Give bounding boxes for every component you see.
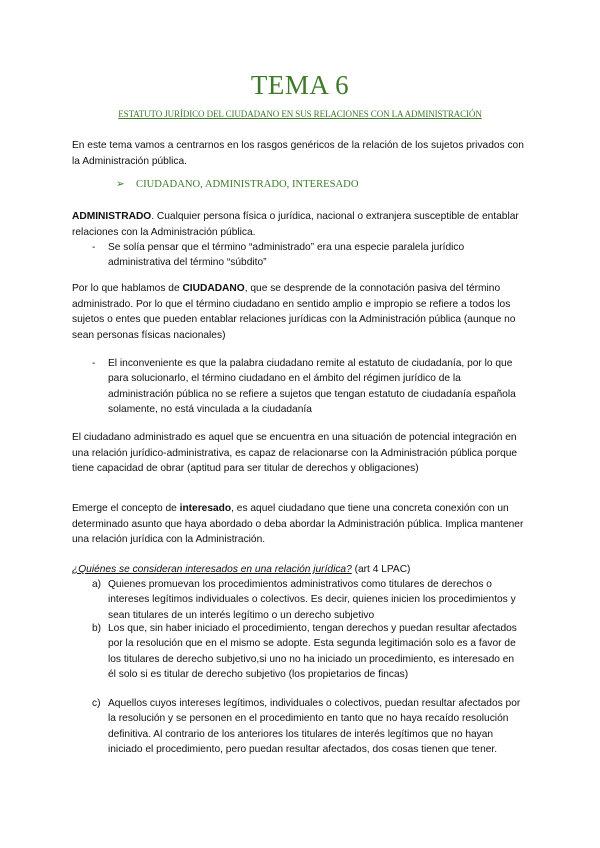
dash-mark: - [92,242,96,253]
question-line [72,562,410,577]
administrado-text: . Cualquier persona física o jurídica, nacional o extranjera susceptible de entablar relaciones con la Administración pública. [72,211,519,238]
list-mark: b) [92,623,102,634]
ciudadano-after: , que se desprende de la connotación pasiva del término administrado. Por lo que el término ciudadano en sentido amplio e impropio se refiere a todos los sujetos o entes que pueden entablar relaciones jurídicas con la Administración pública (aunque no sean personas físicas nacionales) [72,283,516,341]
list-item-a [92,577,524,623]
interesado-term: interesado [179,503,232,514]
question-text: ¿Quiénes se consideran interesados en una relación jurídica? [72,564,352,575]
administrado-paragraph [72,209,524,240]
list-item-text: Aquellos cuyos intereses legítimos, individuales o colectivos, puedan resultar afectados por la resolución y se personen en el procedimiento en tanto que no haya recaído resolución definitiva. Al contrario de los anteriores los titulares de interés legítimos que no hayan iniciado el procedimiento, pero puedan resultar afectados, dos cosas tienen que tener. [108,698,521,756]
list-item-text: Los que, sin haber iniciado el procedimiento, tengan derechos y puedan resultar afectados por la resolución que en el mismo se adopte. Esta segunda legitimación solo es a favor de los titulares de derecho subjetivo,si uno no ha iniciado un procedimiento, es interesado en él solo si es titular de derecho subjetivo (los propietarios de fincas) [108,623,517,681]
question-ref: (art 4 LPAC) [351,564,411,575]
administrado-term: ADMINISTRADO [72,211,152,222]
page-subtitle: ESTATUTO JURÍDICO DEL CIUDADANO EN SUS RELACIONES CON LA ADMINISTRACIÓN [118,109,482,119]
intro-paragraph: En este tema vamos a centrarnos en los rasgos genéricos de la relación de los sujetos privados con la Administración pública. [72,140,524,167]
administrado-bullet [92,240,522,271]
section-heading [116,178,358,190]
administrado-bullet-text: Se solía pensar que el término “administrado” era una especie paralela jurídico administrativa del término “súbdito” [108,242,465,269]
ciudadano-paragraph [72,281,524,343]
ciudadano-bullet [92,356,522,418]
list-mark: c) [92,698,101,709]
page-title: TEMA 6 [250,70,350,100]
ciudadano-term: CIUDADANO [182,283,245,294]
section-heading-text: CIUDADANO, ADMINISTRADO, INTERESADO [136,179,359,190]
interesado-paragraph [72,501,524,548]
dash-mark: - [92,358,96,369]
list-mark: a) [92,579,102,590]
ciudadano-administrado-paragraph: El ciudadano administrado es aquel que se encuentra en una situación de potencial integración en una relación jurídico-administrativa, es capaz de relacionarse con la Administración pública porque tiene capacidad de obrar (aptitud para ser titular de derechos y obligaciones) [72,432,518,475]
ciudadano-bullet-text: El inconveniente es que la palabra ciudadano remite al estatuto de ciudadanía, por lo que para solucionarlo, el término ciudadano en el ámbito del régimen jurídico de la administración pública no se refiere a sujetos que tengan estatuto de ciudadanía española solamente, no está vinculada a la ciudadanía [108,358,516,416]
ciudadano-before: Por lo que hablamos de [72,283,183,294]
arrow-bullet-icon: ➢ [116,179,125,190]
list-item-c [92,696,524,758]
list-item-b [92,621,524,683]
list-item-text: Quienes promuevan los procedimientos administrativos como titulares de derechos o intereses legítimos individuales o colectivos. Es decir, quienes inicien los procedimientos y sean titulares de un interés legítimo o un derecho subjetivo [108,579,516,621]
interesado-before: Emerge el concepto de [72,503,180,514]
interesado-after: , es aquel ciudadano que tiene una concreta conexión con un determinado asunto que haya abordado o deba abordar la Administración pública. Implica mantener una relación jurídica con la Administración. [72,503,524,546]
